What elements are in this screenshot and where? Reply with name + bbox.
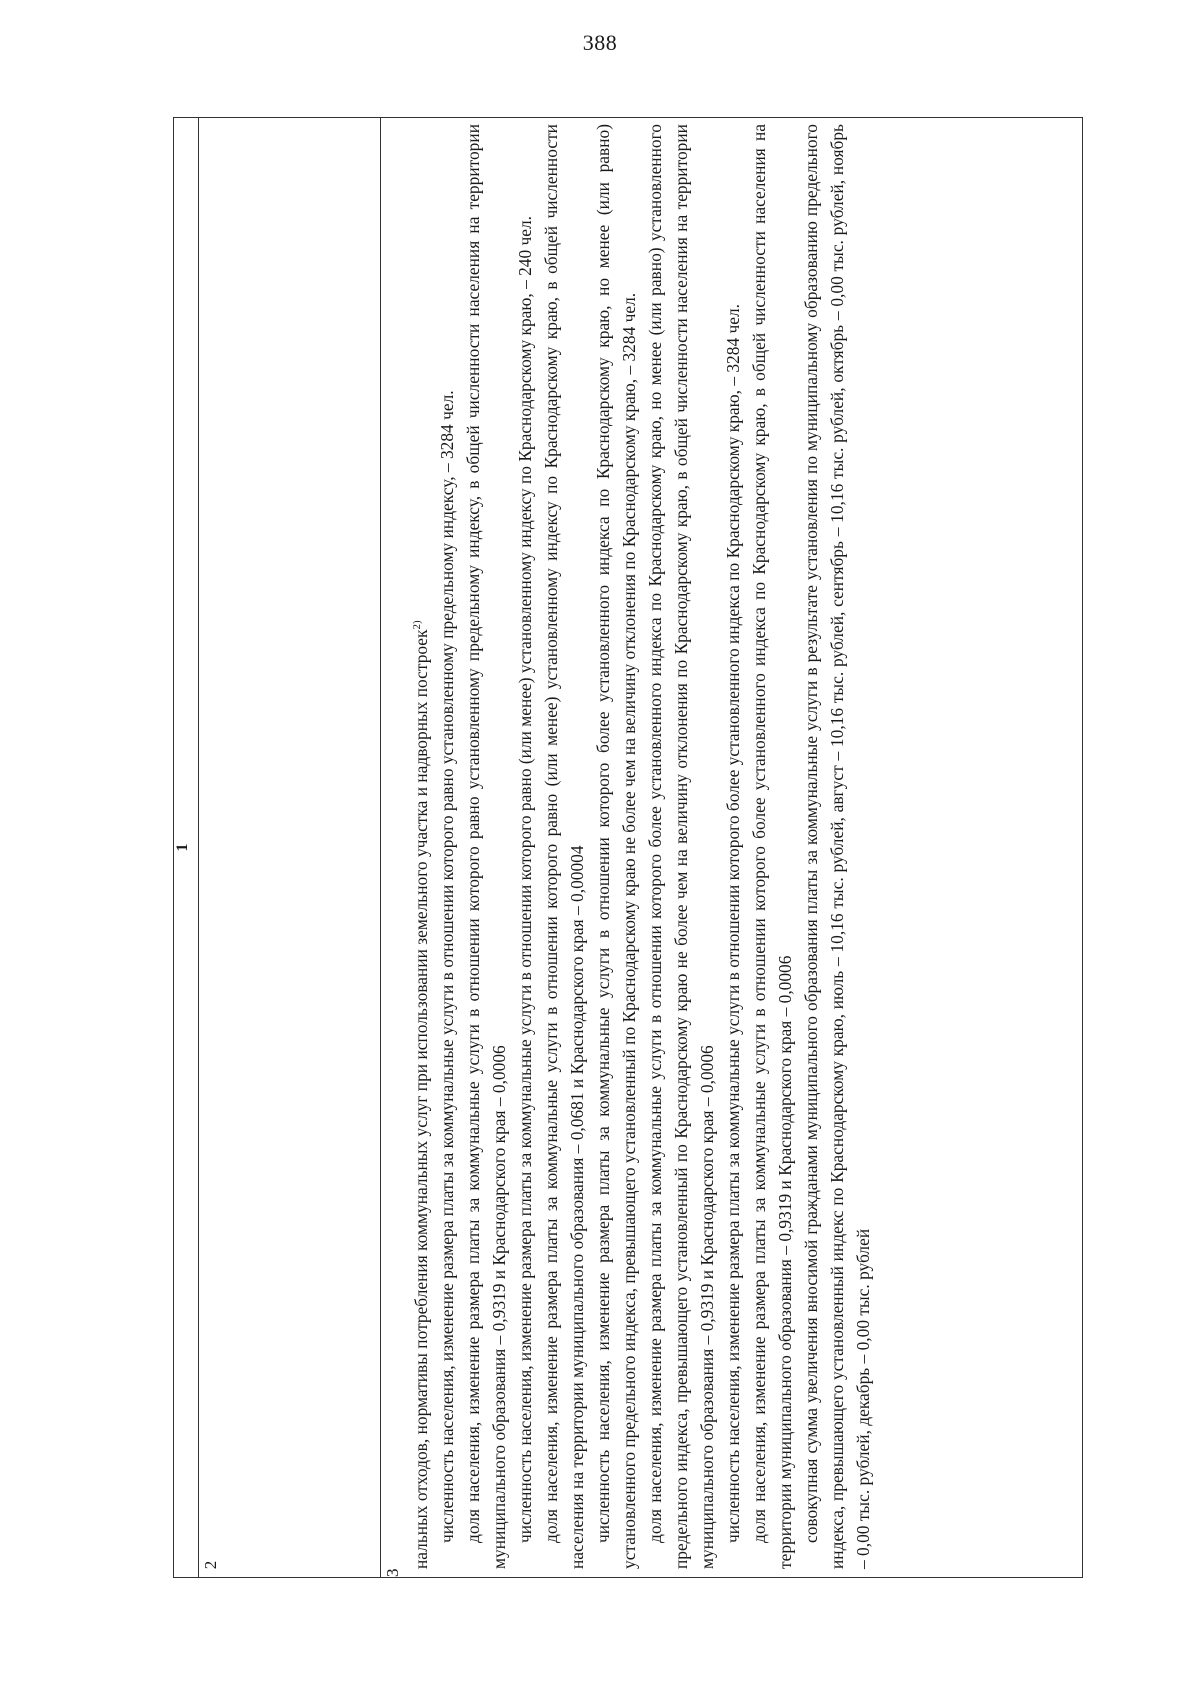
column-1-row xyxy=(174,118,199,1578)
paragraph: численность населения, изменение размера платы за коммунальные услуги в отношении которого равно (или менее) установленному индексу по Краснодарскому краю, – 240 чел. xyxy=(515,215,536,1543)
rotated-table-container xyxy=(173,118,1083,1578)
paragraph: численность населения, изменение размера платы за коммунальные услуги в отношении которого равно установленному предельному индексу, – 3284 чел. xyxy=(437,390,458,1543)
data-table xyxy=(173,117,1083,1578)
paragraph: численность населения, изменение размера платы за коммунальные услуги в отношении которого более установленного индекса по Краснодарскому краю, но менее (или равно) установленного предельного индекса, превышающего установленный по Краснодарскому краю не более чем на величину отклонения по Краснодарскому краю, – 3284 чел. xyxy=(593,124,640,1569)
cell-text xyxy=(405,118,876,1577)
column-header-1: 1 xyxy=(174,118,199,1578)
paragraph: доля населения, изменение размера платы за коммунальные услуги в отношении которого более установленного индекса по Краснодарскому краю, но менее (или равно) установленного предельного индекса, превышающего установленный по Краснодарскому краю не более чем на величину отклонения по Краснодарскому краю, в общей численности населения на территории муниципального образования – 0,9319 и Краснодарского края – 0,0006 xyxy=(645,124,718,1569)
paragraph-text: нальных отходов, нормативы потребления коммунальных услуг при использовании земельного участка и надворных построек xyxy=(411,629,432,1569)
column-3-row xyxy=(381,118,1083,1578)
column-header-2: 2 xyxy=(200,1560,220,1570)
paragraph: доля населения, изменение размера платы за коммунальные услуги в отношении которого равно установленному предельному индексу, в общей численности населения на территории муниципального образования – 0,9319 и Краснодарского края – 0,0006 xyxy=(463,124,510,1569)
column-2-row xyxy=(198,118,381,1578)
paragraph: доля населения, изменение размера платы за коммунальные услуги в отношении которого более установленного индекса по Краснодарскому краю, в общей численности населения на территории муниципального образования – 0,9319 и Краснодарского края – 0,0006 xyxy=(749,124,796,1569)
column-3-cell xyxy=(381,118,1083,1578)
paragraph: совокупная сумма увеличения вносимой гражданами муниципального образования платы за коммунальные услуги в результате установления по муниципальному образованию предельного индекса, превышающего установленный индекс по Краснодарскому краю, июль – 10,16 тыс. рублей, август – 10,16 тыс. рублей, сентябрь – 10,16 тыс. рублей, октябрь – 0,00 тыс. рублей, ноябрь – 0,00 тыс. рублей, декабрь – 0,00 тыс. рублей xyxy=(801,124,874,1569)
paragraph xyxy=(408,124,434,1569)
paragraph: доля населения, изменение размера платы за коммунальные услуги в отношении которого равно (или менее) установленному индексу по Краснодарскому краю, в общей численности населения на территории муниципального образования – 0,0681 и Краснодарского края – 0,00004 xyxy=(541,124,588,1569)
paragraph: численность населения, изменение размера платы за коммунальные услуги в отношении которого более установленного индекса по Краснодарскому краю, – 3284 чел. xyxy=(723,304,744,1543)
column-header-3: 3 xyxy=(383,1568,403,1577)
column-2-cell xyxy=(198,118,381,1578)
footnote-mark: 2) xyxy=(411,620,424,630)
page-number: 388 xyxy=(582,30,618,55)
